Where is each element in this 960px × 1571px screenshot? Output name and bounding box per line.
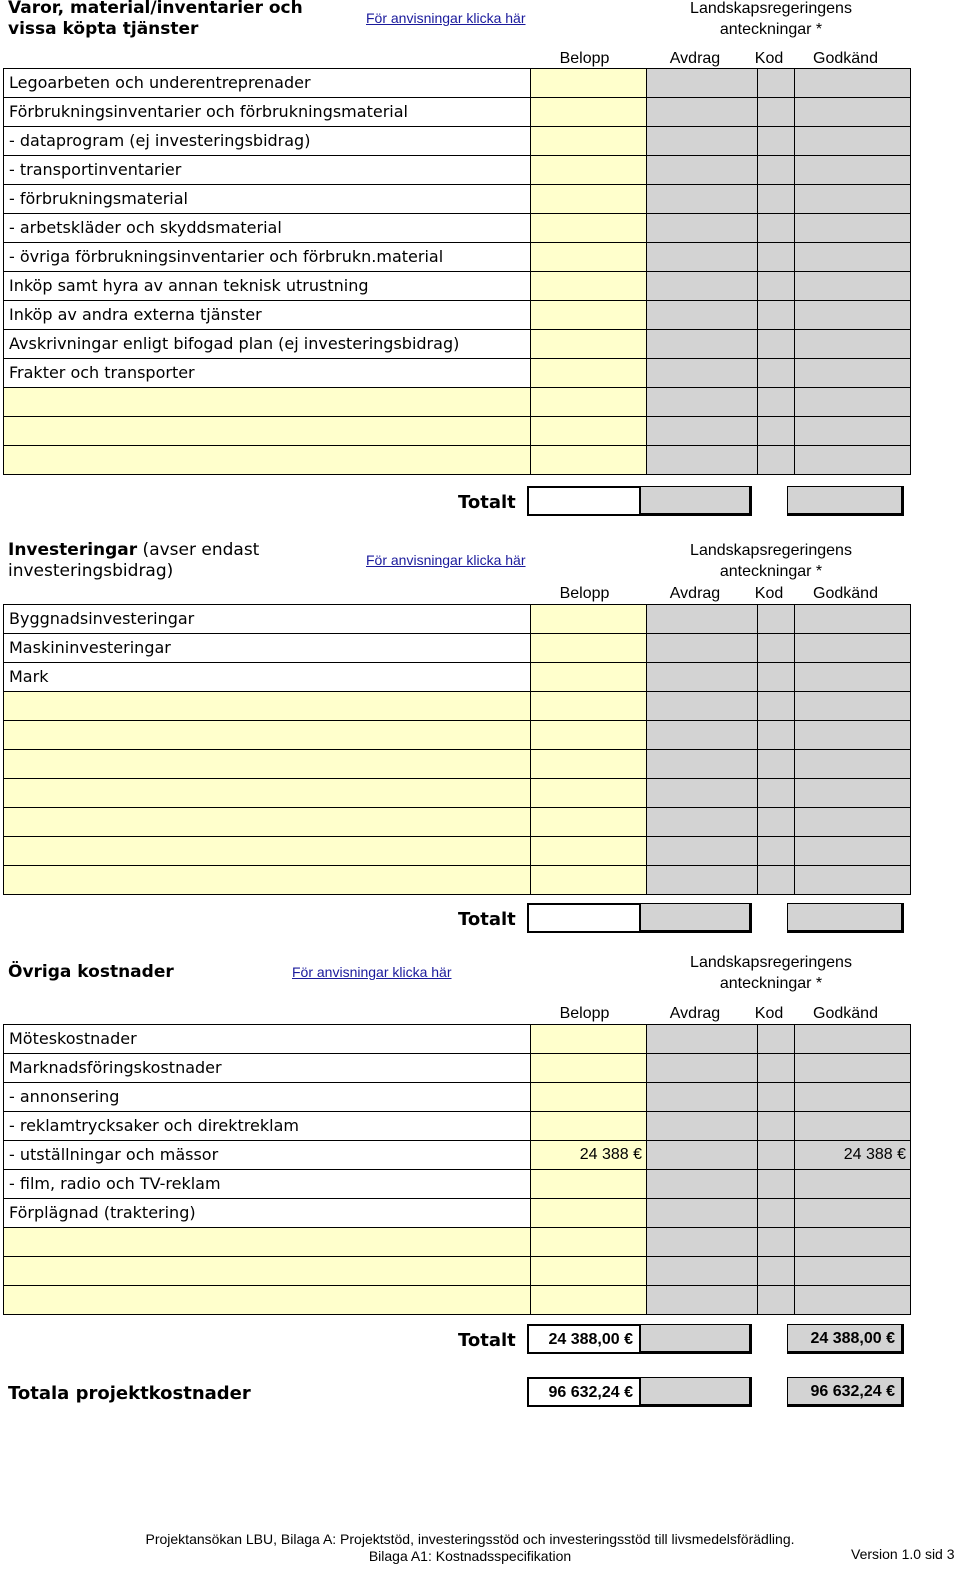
row-label[interactable] <box>4 1257 531 1286</box>
table-row-blank <box>4 779 911 808</box>
kod-cell <box>758 1257 795 1286</box>
godkand-cell <box>795 214 911 243</box>
row-label: - annonsering <box>4 1083 531 1112</box>
section-title-ovriga: Övriga kostnader <box>8 962 174 982</box>
section-title-rest: (avser endast investeringsbidrag) <box>8 540 260 581</box>
kod-cell <box>758 272 795 301</box>
table-row <box>4 1199 911 1228</box>
belopp-cell[interactable] <box>531 1054 647 1083</box>
table-row-blank <box>4 446 911 475</box>
belopp-cell[interactable] <box>531 214 647 243</box>
avdrag-cell <box>647 1112 758 1141</box>
row-label: Legoarbeten och underentreprenader <box>4 69 531 98</box>
kod-cell <box>758 417 795 446</box>
belopp-cell[interactable] <box>531 127 647 156</box>
row-label: Möteskostnader <box>4 1025 531 1054</box>
row-label: - övriga förbrukningsinventarier och förbrukn.material <box>4 243 531 272</box>
total-label-ovriga: Totalt <box>458 1330 516 1351</box>
instructions-link-investeringar[interactable]: För anvisningar klicka här <box>366 552 526 568</box>
total-label-varor: Totalt <box>458 492 516 513</box>
belopp-cell[interactable] <box>531 1112 647 1141</box>
table-row <box>4 1054 911 1083</box>
col-header-avdrag: Avdrag <box>669 585 721 602</box>
row-label: Maskininvesteringar <box>4 634 531 663</box>
row-label: Inköp samt hyra av annan teknisk utrustning <box>4 272 531 301</box>
grand-total-belopp: 96 632,24 € <box>527 1377 641 1407</box>
kod-cell <box>758 301 795 330</box>
avdrag-cell <box>647 750 758 779</box>
kod-cell <box>758 1228 795 1257</box>
total-belopp-investeringar <box>527 903 641 933</box>
belopp-cell[interactable] <box>531 1199 647 1228</box>
godkand-cell <box>795 1083 911 1112</box>
kod-cell <box>758 692 795 721</box>
godkand-cell <box>795 185 911 214</box>
godkand-cell <box>795 837 911 866</box>
table-row-blank <box>4 1286 911 1315</box>
table-row-blank <box>4 692 911 721</box>
avdrag-cell <box>647 98 758 127</box>
kod-cell <box>758 446 795 475</box>
table-row-blank <box>4 417 911 446</box>
belopp-cell[interactable] <box>531 446 647 475</box>
belopp-cell[interactable] <box>531 692 647 721</box>
row-label[interactable] <box>4 1286 531 1315</box>
row-label: Förplägnad (traktering) <box>4 1199 531 1228</box>
kod-cell <box>758 750 795 779</box>
table-row <box>4 330 911 359</box>
godkand-cell <box>795 98 911 127</box>
kod-cell <box>758 185 795 214</box>
col-header-belopp: Belopp <box>559 1005 610 1022</box>
col-header-kod: Kod <box>754 50 784 67</box>
col-header-belopp: Belopp <box>559 585 610 602</box>
row-label: Inköp av andra externa tjänster <box>4 301 531 330</box>
instructions-link-varor[interactable]: För anvisningar klicka här <box>366 10 526 26</box>
row-label[interactable] <box>4 866 531 895</box>
belopp-cell[interactable] <box>531 272 647 301</box>
grand-total-avdrag <box>640 1377 752 1407</box>
table-row <box>4 98 911 127</box>
total-avdrag-investeringar <box>640 903 752 933</box>
kod-cell <box>758 1112 795 1141</box>
godkand-cell <box>795 692 911 721</box>
avdrag-cell <box>647 605 758 634</box>
cost-table-investeringar <box>3 604 911 895</box>
avdrag-cell <box>647 866 758 895</box>
table-row-blank <box>4 808 911 837</box>
kod-cell <box>758 1054 795 1083</box>
row-label: - arbetskläder och skyddsmaterial <box>4 214 531 243</box>
notes-header-investeringar: Landskapsregeringens anteckningar * <box>690 542 852 580</box>
belopp-cell[interactable] <box>531 663 647 692</box>
total-godkand-investeringar <box>787 903 904 933</box>
belopp-cell[interactable] <box>531 359 647 388</box>
godkand-cell <box>795 721 911 750</box>
godkand-cell <box>795 359 911 388</box>
row-label[interactable] <box>4 750 531 779</box>
table-row-blank <box>4 750 911 779</box>
kod-cell <box>758 721 795 750</box>
belopp-cell[interactable] <box>531 779 647 808</box>
row-label[interactable] <box>4 692 531 721</box>
kod-cell <box>758 98 795 127</box>
godkand-cell <box>795 243 911 272</box>
instructions-link-ovriga[interactable]: För anvisningar klicka här <box>292 964 452 980</box>
total-avdrag-ovriga <box>640 1324 752 1354</box>
row-label[interactable] <box>4 721 531 750</box>
avdrag-cell <box>647 837 758 866</box>
belopp-cell[interactable] <box>531 808 647 837</box>
row-label[interactable] <box>4 808 531 837</box>
belopp-cell[interactable] <box>531 69 647 98</box>
table-row <box>4 127 911 156</box>
belopp-cell[interactable] <box>531 634 647 663</box>
row-label: - dataprogram (ej investeringsbidrag) <box>4 127 531 156</box>
godkand-cell <box>795 1257 911 1286</box>
table-row <box>4 1083 911 1112</box>
belopp-cell[interactable] <box>531 1257 647 1286</box>
belopp-cell[interactable] <box>531 1083 647 1112</box>
belopp-cell[interactable] <box>531 605 647 634</box>
table-row <box>4 301 911 330</box>
avdrag-cell <box>647 634 758 663</box>
godkand-cell <box>795 388 911 417</box>
kod-cell <box>758 605 795 634</box>
belopp-cell[interactable] <box>531 243 647 272</box>
godkand-cell <box>795 446 911 475</box>
kod-cell <box>758 866 795 895</box>
kod-cell <box>758 808 795 837</box>
kod-cell <box>758 330 795 359</box>
godkand-cell <box>795 156 911 185</box>
godkand-cell <box>795 808 911 837</box>
avdrag-cell <box>647 417 758 446</box>
table-row <box>4 1141 911 1170</box>
row-label[interactable] <box>4 779 531 808</box>
col-header-avdrag: Avdrag <box>669 1005 721 1022</box>
avdrag-cell <box>647 446 758 475</box>
avdrag-cell <box>647 185 758 214</box>
table-row <box>4 156 911 185</box>
section-title-varor: Varor, material/inventarier och vissa köpta tjänster <box>8 0 303 39</box>
row-label: Förbrukningsinventarier och förbrukningsmaterial <box>4 98 531 127</box>
avdrag-cell <box>647 663 758 692</box>
godkand-cell <box>795 69 911 98</box>
table-row-blank <box>4 837 911 866</box>
table-row-blank <box>4 388 911 417</box>
avdrag-cell <box>647 808 758 837</box>
total-godkand-varor <box>787 486 904 516</box>
row-label[interactable] <box>4 446 531 475</box>
total-label-investeringar: Totalt <box>458 909 516 930</box>
avdrag-cell <box>647 301 758 330</box>
belopp-cell[interactable]: 24 388 € <box>531 1141 647 1170</box>
col-header-godkand: Godkänd <box>813 585 878 602</box>
godkand-cell <box>795 779 911 808</box>
table-row <box>4 272 911 301</box>
row-label[interactable] <box>4 417 531 446</box>
table-row <box>4 663 911 692</box>
kod-cell <box>758 663 795 692</box>
godkand-cell <box>795 301 911 330</box>
col-header-godkand: Godkänd <box>813 50 878 67</box>
avdrag-cell <box>647 359 758 388</box>
table-row <box>4 69 911 98</box>
row-label: - förbrukningsmaterial <box>4 185 531 214</box>
section-title-investeringar <box>8 540 308 582</box>
kod-cell <box>758 156 795 185</box>
godkand-cell <box>795 330 911 359</box>
kod-cell <box>758 1025 795 1054</box>
avdrag-cell <box>647 1025 758 1054</box>
table-row <box>4 214 911 243</box>
kod-cell <box>758 359 795 388</box>
avdrag-cell <box>647 1170 758 1199</box>
col-header-kod: Kod <box>754 585 784 602</box>
table-row <box>4 605 911 634</box>
kod-cell <box>758 69 795 98</box>
godkand-cell <box>795 605 911 634</box>
kod-cell <box>758 243 795 272</box>
kod-cell <box>758 1286 795 1315</box>
kod-cell <box>758 837 795 866</box>
godkand-cell <box>795 1170 911 1199</box>
grand-total-godkand: 96 632,24 € <box>787 1377 904 1407</box>
godkand-cell <box>795 1054 911 1083</box>
table-row-blank <box>4 1228 911 1257</box>
godkand-cell <box>795 1025 911 1054</box>
col-header-avdrag: Avdrag <box>669 50 721 67</box>
avdrag-cell <box>647 69 758 98</box>
total-belopp-ovriga: 24 388,00 € <box>527 1324 641 1354</box>
footer-version: Version 1.0 sid 3 <box>851 1546 955 1562</box>
belopp-cell[interactable] <box>531 388 647 417</box>
kod-cell <box>758 388 795 417</box>
godkand-cell <box>795 272 911 301</box>
kod-cell <box>758 779 795 808</box>
godkand-cell <box>795 866 911 895</box>
row-label: - reklamtrycksaker och direktreklam <box>4 1112 531 1141</box>
godkand-cell <box>795 634 911 663</box>
belopp-cell[interactable] <box>531 1286 647 1315</box>
avdrag-cell <box>647 1228 758 1257</box>
belopp-cell[interactable] <box>531 185 647 214</box>
godkand-cell <box>795 1199 911 1228</box>
godkand-cell <box>795 1112 911 1141</box>
table-row-blank <box>4 866 911 895</box>
avdrag-cell <box>647 156 758 185</box>
row-label[interactable] <box>4 388 531 417</box>
cost-table-ovriga <box>3 1024 911 1315</box>
belopp-cell[interactable] <box>531 1170 647 1199</box>
footer-line1: Projektansökan LBU, Bilaga A: Projektstöd, investeringsstöd och investeringsstöd till livsmedelsförädling. <box>145 1531 795 1547</box>
avdrag-cell <box>647 1199 758 1228</box>
kod-cell <box>758 1141 795 1170</box>
row-label: - utställningar och mässor <box>4 1141 531 1170</box>
belopp-cell[interactable] <box>531 1228 647 1257</box>
kod-cell <box>758 214 795 243</box>
col-header-kod: Kod <box>754 1005 784 1022</box>
total-godkand-ovriga: 24 388,00 € <box>787 1324 904 1354</box>
row-label: Avskrivningar enligt bifogad plan (ej investeringsbidrag) <box>4 330 531 359</box>
row-label: Byggnadsinvesteringar <box>4 605 531 634</box>
avdrag-cell <box>647 1054 758 1083</box>
table-row <box>4 1170 911 1199</box>
belopp-cell[interactable] <box>531 417 647 446</box>
avdrag-cell <box>647 214 758 243</box>
godkand-cell: 24 388 € <box>795 1141 911 1170</box>
godkand-cell <box>795 1286 911 1315</box>
table-row <box>4 243 911 272</box>
belopp-cell[interactable] <box>531 98 647 127</box>
table-row <box>4 1112 911 1141</box>
row-label: Mark <box>4 663 531 692</box>
belopp-cell[interactable] <box>531 866 647 895</box>
kod-cell <box>758 1083 795 1112</box>
row-label[interactable] <box>4 837 531 866</box>
notes-header-varor: Landskapsregeringens anteckningar * <box>690 0 852 38</box>
row-label: - transportinventarier <box>4 156 531 185</box>
kod-cell <box>758 634 795 663</box>
godkand-cell <box>795 417 911 446</box>
godkand-cell <box>795 663 911 692</box>
table-row <box>4 185 911 214</box>
row-label[interactable] <box>4 1228 531 1257</box>
table-row-blank <box>4 1257 911 1286</box>
col-header-belopp: Belopp <box>559 50 610 67</box>
footer-line2: Bilaga A1: Kostnadsspecifikation <box>368 1548 572 1564</box>
avdrag-cell <box>647 272 758 301</box>
notes-header-ovriga: Landskapsregeringens anteckningar * <box>690 954 852 992</box>
avdrag-cell <box>647 1141 758 1170</box>
avdrag-cell <box>647 388 758 417</box>
avdrag-cell <box>647 692 758 721</box>
total-avdrag-varor <box>640 486 752 516</box>
section-title-bold: Investeringar <box>8 540 138 560</box>
godkand-cell <box>795 127 911 156</box>
belopp-cell[interactable] <box>531 837 647 866</box>
table-row <box>4 634 911 663</box>
avdrag-cell <box>647 243 758 272</box>
avdrag-cell <box>647 1286 758 1315</box>
kod-cell <box>758 127 795 156</box>
grand-total-label: Totala projektkostnader <box>8 1383 251 1404</box>
belopp-cell[interactable] <box>531 156 647 185</box>
col-header-godkand: Godkänd <box>813 1005 878 1022</box>
table-row <box>4 359 911 388</box>
row-label: - film, radio och TV-reklam <box>4 1170 531 1199</box>
belopp-cell[interactable] <box>531 721 647 750</box>
total-belopp-varor <box>527 486 641 516</box>
table-row-blank <box>4 721 911 750</box>
row-label: Frakter och transporter <box>4 359 531 388</box>
belopp-cell[interactable] <box>531 301 647 330</box>
belopp-cell[interactable] <box>531 330 647 359</box>
avdrag-cell <box>647 779 758 808</box>
avdrag-cell <box>647 1257 758 1286</box>
cost-table-varor <box>3 68 911 475</box>
godkand-cell <box>795 750 911 779</box>
belopp-cell[interactable] <box>531 1025 647 1054</box>
avdrag-cell <box>647 721 758 750</box>
avdrag-cell <box>647 1083 758 1112</box>
avdrag-cell <box>647 127 758 156</box>
godkand-cell <box>795 1228 911 1257</box>
belopp-cell[interactable] <box>531 750 647 779</box>
table-row <box>4 1025 911 1054</box>
avdrag-cell <box>647 330 758 359</box>
kod-cell <box>758 1170 795 1199</box>
kod-cell <box>758 1199 795 1228</box>
row-label: Marknadsföringskostnader <box>4 1054 531 1083</box>
